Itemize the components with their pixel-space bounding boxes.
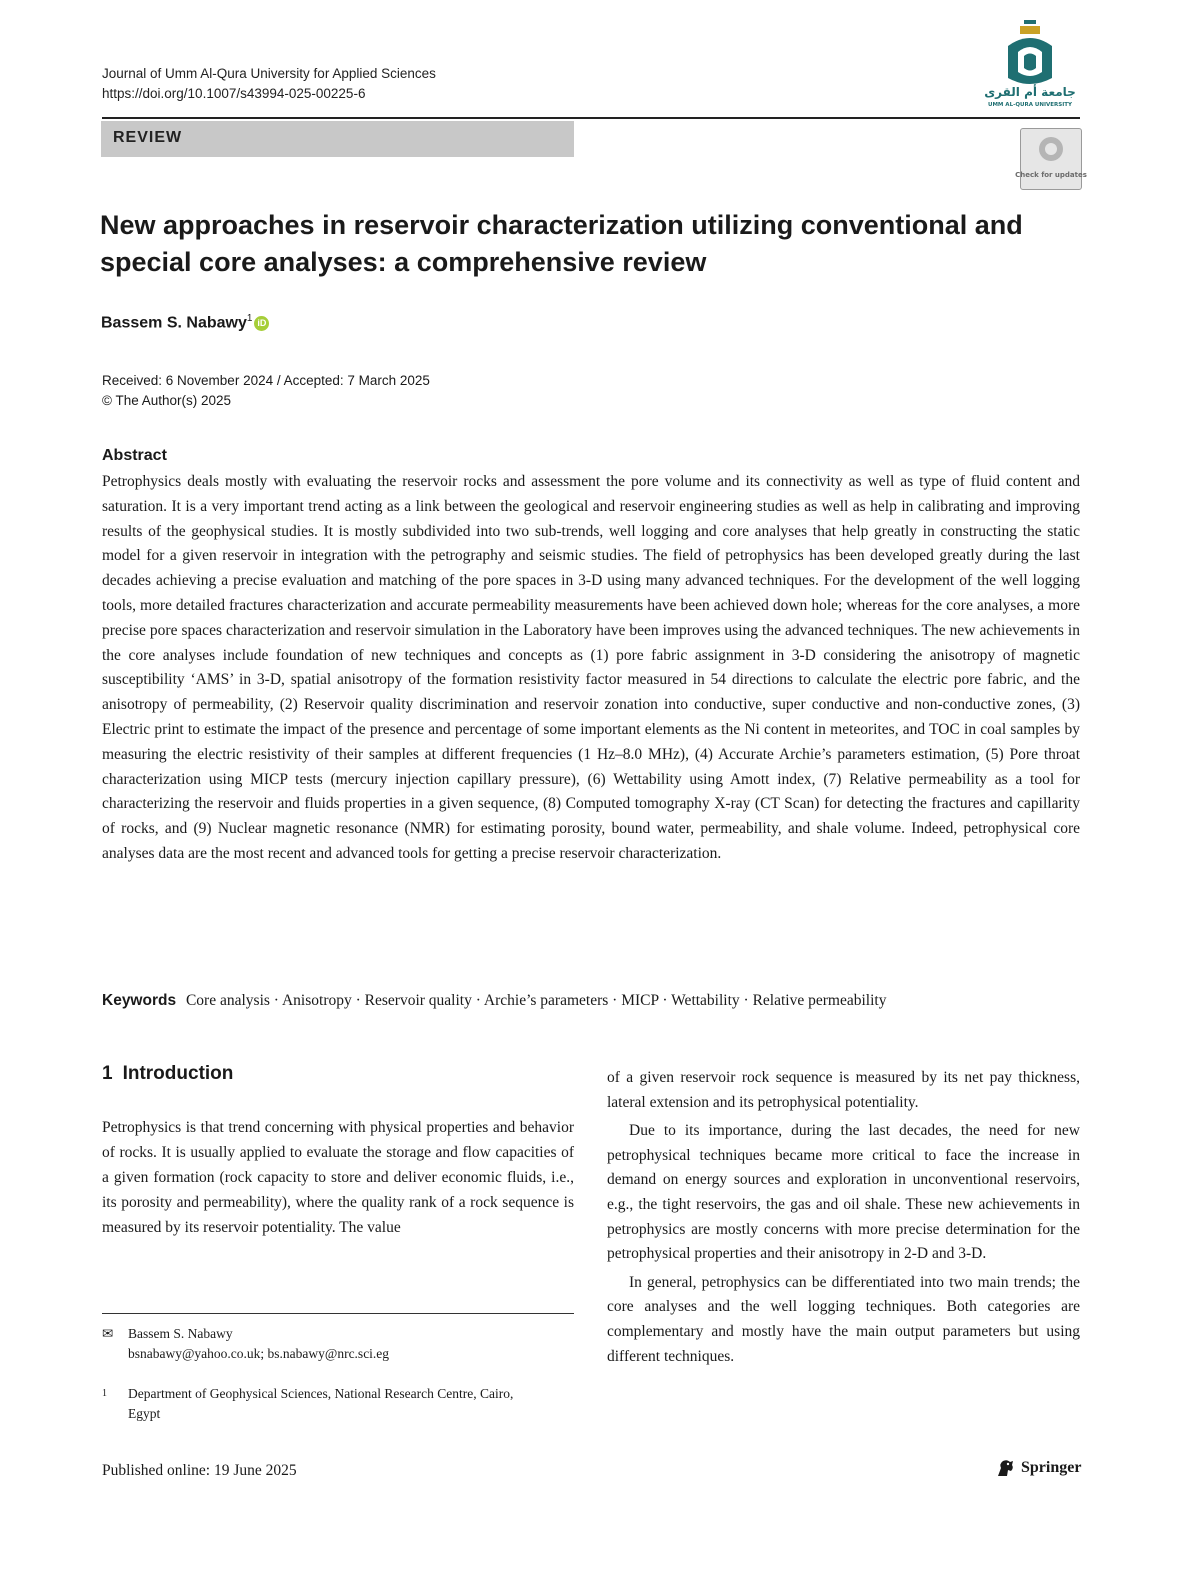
keyword: Wettability bbox=[671, 992, 740, 1009]
envelope-icon: ✉ bbox=[102, 1326, 114, 1341]
keyword: Anisotropy bbox=[281, 992, 352, 1009]
abstract-heading: Abstract bbox=[102, 447, 167, 464]
header-rule bbox=[102, 117, 1080, 119]
article-title: New approaches in reservoir characterization utilizing conventional and special core analyses: a comprehensive review bbox=[100, 210, 1023, 277]
journal-name: Journal of Umm Al-Qura University for Applied Sciences bbox=[102, 66, 436, 81]
published-online: Published online: 19 June 2025 bbox=[102, 1462, 297, 1479]
footnote-rule bbox=[102, 1313, 574, 1314]
orcid-icon[interactable]: iD bbox=[254, 316, 269, 331]
keyword: Reservoir quality bbox=[364, 992, 472, 1009]
section-title: Introduction bbox=[122, 1063, 234, 1084]
intro-paragraph: Due to its importance, during the last decades, the need for new petrophysical techniques became more critical to face the increase in demand on energy sources and exploration in unconventional reservoirs, e.g., the tight reservoirs, the gas and oil shale. These new achievements in petrophysics are mostly concerns with more precise determination for the petrophysical properties and their anisotropy in 2-D and 3-D. bbox=[607, 1122, 1080, 1263]
received-accepted-dates: Received: 6 November 2024 / Accepted: 7 March 2025 bbox=[102, 373, 430, 388]
section-number: 1 bbox=[102, 1063, 113, 1084]
section-type-label: REVIEW bbox=[113, 129, 183, 146]
affiliation-mark: 1 bbox=[102, 1388, 107, 1399]
abstract-text: Petrophysics deals mostly with evaluating the reservoir rocks and assessment the pore volume and its connectivity as well as type of fluid content and saturation. It is a very important trend acting as a link between the geological and reservoir engineering studies as well as help in calibrating and improving results of the geophysical studies. It is mostly subdivided into two sub-trends, well logging and core analyses that help greatly in constructing the static model for a given reservoir in integration with the petrography and seismic studies. The field of petrophysics has been developed greatly during the last decades achieving a precise evaluation and matching of the pore spaces in 3-D using many advanced techniques. For the development of the well logging tools, more detailed fractures characterization and accurate permeability measurements have been achieved down hole; whereas for the core analyses, a more precise pore spaces characterization and reservoir simulation in the Laboratory have been improves using the advanced techniques. The new achievements in the core analyses include foundation of new techniques and concepts as (1) pore fabric assignment in 3-D considering the anisotropy of magnetic susceptibility ‘AMS’ in 3-D, spatial anisotropy of the formation resistivity factor measured in 54 directions to calculate the electric pore fabric, and the anisotropy of permeability, (2) Reservoir quality discrimination and reservoir zonation into conductive, super conductive and non-conductive zones, (3) Electric print to estimate the impact of the presence and percentage of some important elements as the Ni content in meteorites, and TOC in coal samples by measuring the electric resistivity of their samples at different frequencies (1 Hz–8.0 MHz), (4) Accurate Archie’s parameters estimation, (5) Pore throat characterization using MICP tests (mercury injection capillary pressure), (6) Wettability using Amott index, (7) Relative permeability as a tool for characterizing the reservoir and fluids properties in a given sequence, (8) Computed tomography X-ray (CT Scan) for detecting the fractures and capillarity of rocks, and (9) Nuclear magnetic resonance (NMR) for estimating porosity, bound water, permeability, and shale volume. Indeed, petrophysical core analyses data are the most recent and advanced tools for getting a precise reservoir characterization. bbox=[102, 473, 1080, 862]
keywords-label: Keywords bbox=[102, 992, 177, 1009]
keyword: Core analysis bbox=[185, 992, 270, 1009]
keyword: Archie’s parameters bbox=[483, 992, 609, 1009]
corresponding-author-note bbox=[102, 1324, 548, 1364]
intro-paragraph: In general, petrophysics can be differentiated into two main trends; the core analyses and the well logging techniques. Both categories are complementary and mostly have the main output parameters but using different techniques. bbox=[607, 1273, 1080, 1365]
author-name: Bassem S. Nabawy bbox=[101, 314, 247, 332]
publisher-logo bbox=[995, 1458, 1081, 1478]
doi-link[interactable]: https://doi.org/10.1007/s43994-025-00225-6 bbox=[102, 86, 366, 101]
intro-paragraph-left: Petrophysics is that trend concerning with physical properties and behavior of rocks. It is usually applied to evaluate the storage and flow capacities of a given formation (rock capacity to store and deliver economic fluids, i.e., its porosity and permeability), where the quality rank of a rock sequence is measured by its reservoir potentiality. The value bbox=[102, 1119, 574, 1236]
logo-english-text: UMM AL-QURA UNIVERSITY bbox=[987, 102, 1073, 108]
check-updates-label: Check for updates bbox=[1015, 171, 1087, 179]
logo-arabic-text: جامعة أم القرى bbox=[984, 85, 1076, 99]
publisher-name: Springer bbox=[1021, 1459, 1082, 1476]
section-heading-introduction bbox=[102, 1063, 233, 1085]
springer-horse-icon bbox=[995, 1458, 1017, 1478]
author-affil-mark: 1 bbox=[246, 313, 253, 324]
keyword: MICP bbox=[621, 992, 659, 1009]
intro-paragraph: of a given reservoir rock sequence is measured by its net pay thickness, lateral extension and its petrophysical potentiality. bbox=[607, 1069, 1080, 1111]
keywords-line: Keywords Core analysis · Anisotropy · Reservoir quality · Archie’s parameters · MICP · Wettability · Relative permeability bbox=[102, 992, 887, 1009]
journal-meta bbox=[102, 64, 436, 104]
article-dates bbox=[102, 371, 430, 411]
copyright-line: © The Author(s) 2025 bbox=[102, 393, 232, 408]
section-type-bar bbox=[101, 121, 574, 157]
contact-emails[interactable]: bsnabawy@yahoo.co.uk; bs.nabawy@nrc.sci.eg bbox=[128, 1346, 390, 1361]
check-for-updates-badge[interactable] bbox=[1015, 128, 1087, 190]
keyword: Relative permeability bbox=[752, 992, 887, 1009]
contact-name: Bassem S. Nabawy bbox=[128, 1326, 233, 1341]
intro-column-right bbox=[607, 1066, 1080, 1369]
author-line bbox=[101, 313, 269, 332]
university-logo bbox=[978, 18, 1082, 108]
affiliation-text: Department of Geophysical Sciences, National Research Centre, Cairo, Egypt bbox=[128, 1386, 514, 1421]
affiliation-note bbox=[102, 1384, 528, 1424]
